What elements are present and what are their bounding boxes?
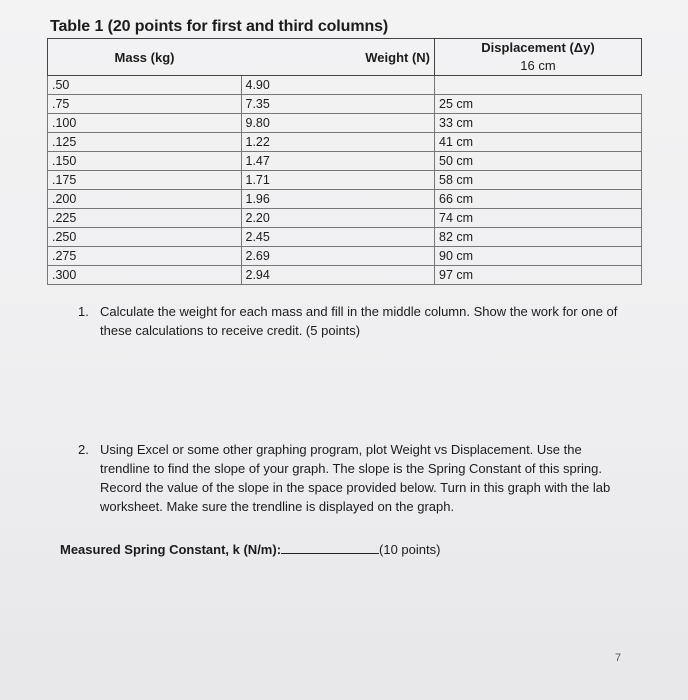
mass-cell: .225 [48,209,242,228]
header-weight: Weight (N) [241,39,435,76]
table-row [48,266,642,285]
weight-cell: 1.96 [241,190,435,209]
displacement-cell: 25 cm [435,95,642,114]
header-displacement [435,39,642,76]
mass-cell: .175 [48,171,242,190]
mass-cell: .100 [48,114,242,133]
table-header-row [48,39,642,76]
measured-spring-constant [60,541,440,557]
measured-points: (10 points) [379,542,441,557]
table-row [48,152,642,171]
question-1-text: Calculate the weight for each mass and fill in the middle column. Show the work for one of these calculations to receive credit. (5 points) [100,304,618,338]
first-row-displacement: 16 cm [520,58,556,73]
table-row [48,76,642,95]
question-2-text: Using Excel or some other graphing program, plot Weight vs Displacement. Use the trendline to find the slope of your graph. The slope is the Spring Constant of this spring. Record the value of the slope in the space provided below. Turn in this graph with the lab worksheet. Make sure the trendline is displayed on the graph. [100,442,611,514]
weight-cell: 2.45 [241,228,435,247]
table-row [48,171,642,190]
displacement-cell: 50 cm [435,152,642,171]
mass-cell: .250 [48,228,242,247]
answer-blank-line[interactable] [281,541,379,554]
table-row [48,95,642,114]
table-row [48,133,642,152]
weight-cell: 4.90 [241,76,435,95]
table-row [48,228,642,247]
weight-cell: 1.22 [241,133,435,152]
mass-cell: .200 [48,190,242,209]
question-1-number: 1. [78,304,89,319]
mass-cell: .150 [48,152,242,171]
displacement-cell: 33 cm [435,114,642,133]
weight-cell: 9.80 [241,114,435,133]
table-row [48,114,642,133]
mass-cell: .125 [48,133,242,152]
displacement-cell: 66 cm [435,190,642,209]
mass-cell: .75 [48,95,242,114]
weight-cell: 7.35 [241,95,435,114]
table-row [48,209,642,228]
measured-label: Measured Spring Constant, k (N/m): [60,542,282,557]
displacement-cell: 74 cm [435,209,642,228]
header-displacement-label: Displacement (Δy) [481,40,595,55]
header-mass: Mass (kg) [48,39,242,76]
weight-cell: 2.94 [241,266,435,285]
weight-cell: 2.20 [241,209,435,228]
displacement-cell: 97 cm [435,266,642,285]
page-number: 7 [615,652,622,664]
displacement-cell: 58 cm [435,171,642,190]
question-2-number: 2. [78,442,89,457]
mass-cell: .50 [48,76,242,95]
weight-cell: 1.47 [241,152,435,171]
displacement-cell: 90 cm [435,247,642,266]
weight-cell: 2.69 [241,247,435,266]
displacement-cell: 82 cm [435,228,642,247]
mass-cell: .275 [48,247,242,266]
data-table [47,38,642,285]
table-title: Table 1 (20 points for first and third columns) [50,18,389,35]
table-row [48,247,642,266]
displacement-cell: 41 cm [435,133,642,152]
mass-cell: .300 [48,266,242,285]
weight-cell: 1.71 [241,171,435,190]
table-row [48,190,642,209]
